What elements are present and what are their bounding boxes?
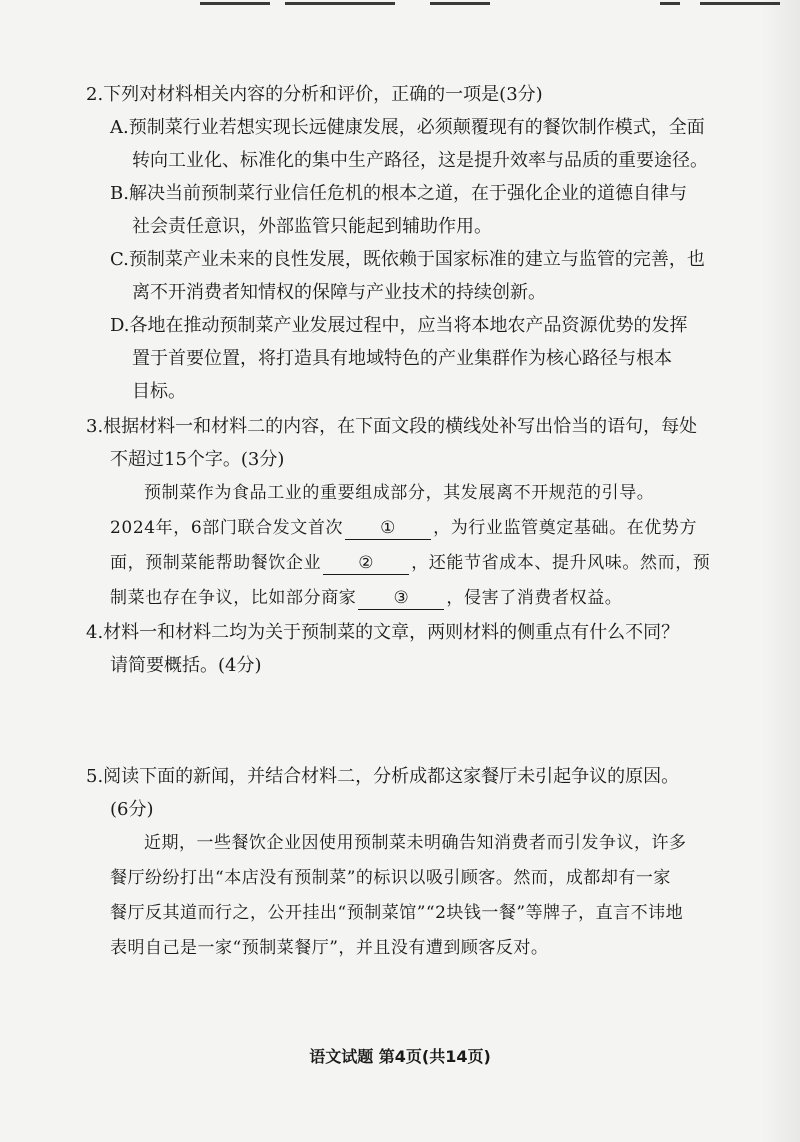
question-4-stem-line2: 请简要概括。(4分) — [110, 655, 262, 676]
option-c — [88, 243, 738, 309]
option-c-line2: 离不开消费者知情权的保障与产业技术的持续创新。 — [132, 282, 546, 303]
option-b-line1: B.解决当前预制菜行业信任危机的根本之道，在于强化企业的道德自律与 — [110, 183, 687, 204]
blank-3[interactable]: ③ — [358, 587, 444, 610]
option-d — [88, 309, 738, 408]
scan-edge — [0, 0, 800, 14]
question-3 — [88, 410, 738, 616]
option-d-line1: D.各地在推动预制菜产业发展过程中，应当将本地农产品资源优势的发挥 — [110, 315, 688, 336]
question-2 — [88, 78, 738, 408]
answer-space[interactable] — [88, 682, 738, 760]
question-5-stem-line2: (6分) — [110, 799, 154, 820]
news-line3: 餐厅反其道而行之，公开挂出“预制菜馆”“2块钱一餐”等牌子，直言不讳地 — [110, 903, 684, 923]
news-line4: 表明自己是一家“预制菜餐厅”，并且没有遭到顾客反对。 — [110, 938, 549, 958]
passage-line4-start: 制菜也存在争议，比如部分商家 — [110, 588, 357, 608]
question-3-stem-line1: 3.根据材料一和材料二的内容，在下面文段的横线处补写出恰当的语句，每处 — [86, 416, 698, 437]
option-a-line1: A.预制菜行业若想实现长远健康发展，必须颠覆现有的餐饮制作模式，全面 — [110, 117, 705, 138]
question-5 — [88, 760, 738, 966]
question-3-stem-line2: 不超过15个字。(3分) — [110, 449, 285, 470]
option-b — [88, 177, 738, 243]
page-shadow — [762, 0, 800, 1142]
passage-line3 — [110, 546, 738, 581]
question-5-stem-line1: 5.阅读下面的新闻，并结合材料二，分析成都这家餐厅未引起争议的原因。 — [86, 766, 680, 787]
news-line1: 近期，一些餐饮企业因使用预制菜未明确告知消费者而引发争议，许多 — [144, 833, 687, 853]
option-a-line2: 转向工业化、标准化的集中生产路径，这是提升效率与品质的重要途径。 — [132, 150, 708, 171]
passage-line4 — [110, 581, 738, 616]
blank-2[interactable]: ② — [323, 552, 409, 575]
passage-line3-start: 面，预制菜能帮助餐饮企业 — [110, 553, 322, 573]
exam-content — [88, 78, 738, 966]
passage-line2-end: ，为行业监管奠定基础。在优势方 — [433, 518, 698, 538]
passage-line3-end: ，还能节省成本、提升风味。然而，预 — [411, 553, 711, 573]
passage-line2-start: 2024年，6部门联合发文首次 — [110, 518, 344, 538]
passage-line4-end: ，侵害了消费者权益。 — [446, 588, 623, 608]
option-b-line2: 社会责任意识，外部监管只能起到辅助作用。 — [132, 216, 492, 237]
news-line2: 餐厅纷纷打出“本店没有预制菜”的标识以吸引顾客。然而，成都却有一家 — [110, 868, 671, 888]
option-c-line1: C.预制菜产业未来的良性发展，既依赖于国家标准的建立与监管的完善，也 — [110, 249, 705, 270]
option-d-line3: 目标。 — [132, 381, 186, 402]
option-d-line2: 置于首要位置，将打造具有地域特色的产业集群作为核心路径与根本 — [132, 348, 672, 369]
option-a — [88, 111, 738, 177]
page-footer: 语文试题 第4页(共14页) — [309, 1047, 491, 1066]
question-4-stem-line1: 4.材料一和材料二均为关于预制菜的文章，两则材料的侧重点有什么不同？ — [86, 622, 680, 643]
passage-line2 — [110, 511, 738, 546]
question-2-stem: 2.下列对材料相关内容的分析和评价，正确的一项是(3分) — [86, 84, 543, 105]
news-passage — [88, 826, 738, 966]
question-3-passage — [88, 476, 738, 616]
blank-1[interactable]: ① — [345, 517, 431, 540]
passage-line1: 预制菜作为食品工业的重要组成部分，其发展离不开规范的引导。 — [144, 483, 655, 503]
question-4 — [88, 616, 738, 682]
